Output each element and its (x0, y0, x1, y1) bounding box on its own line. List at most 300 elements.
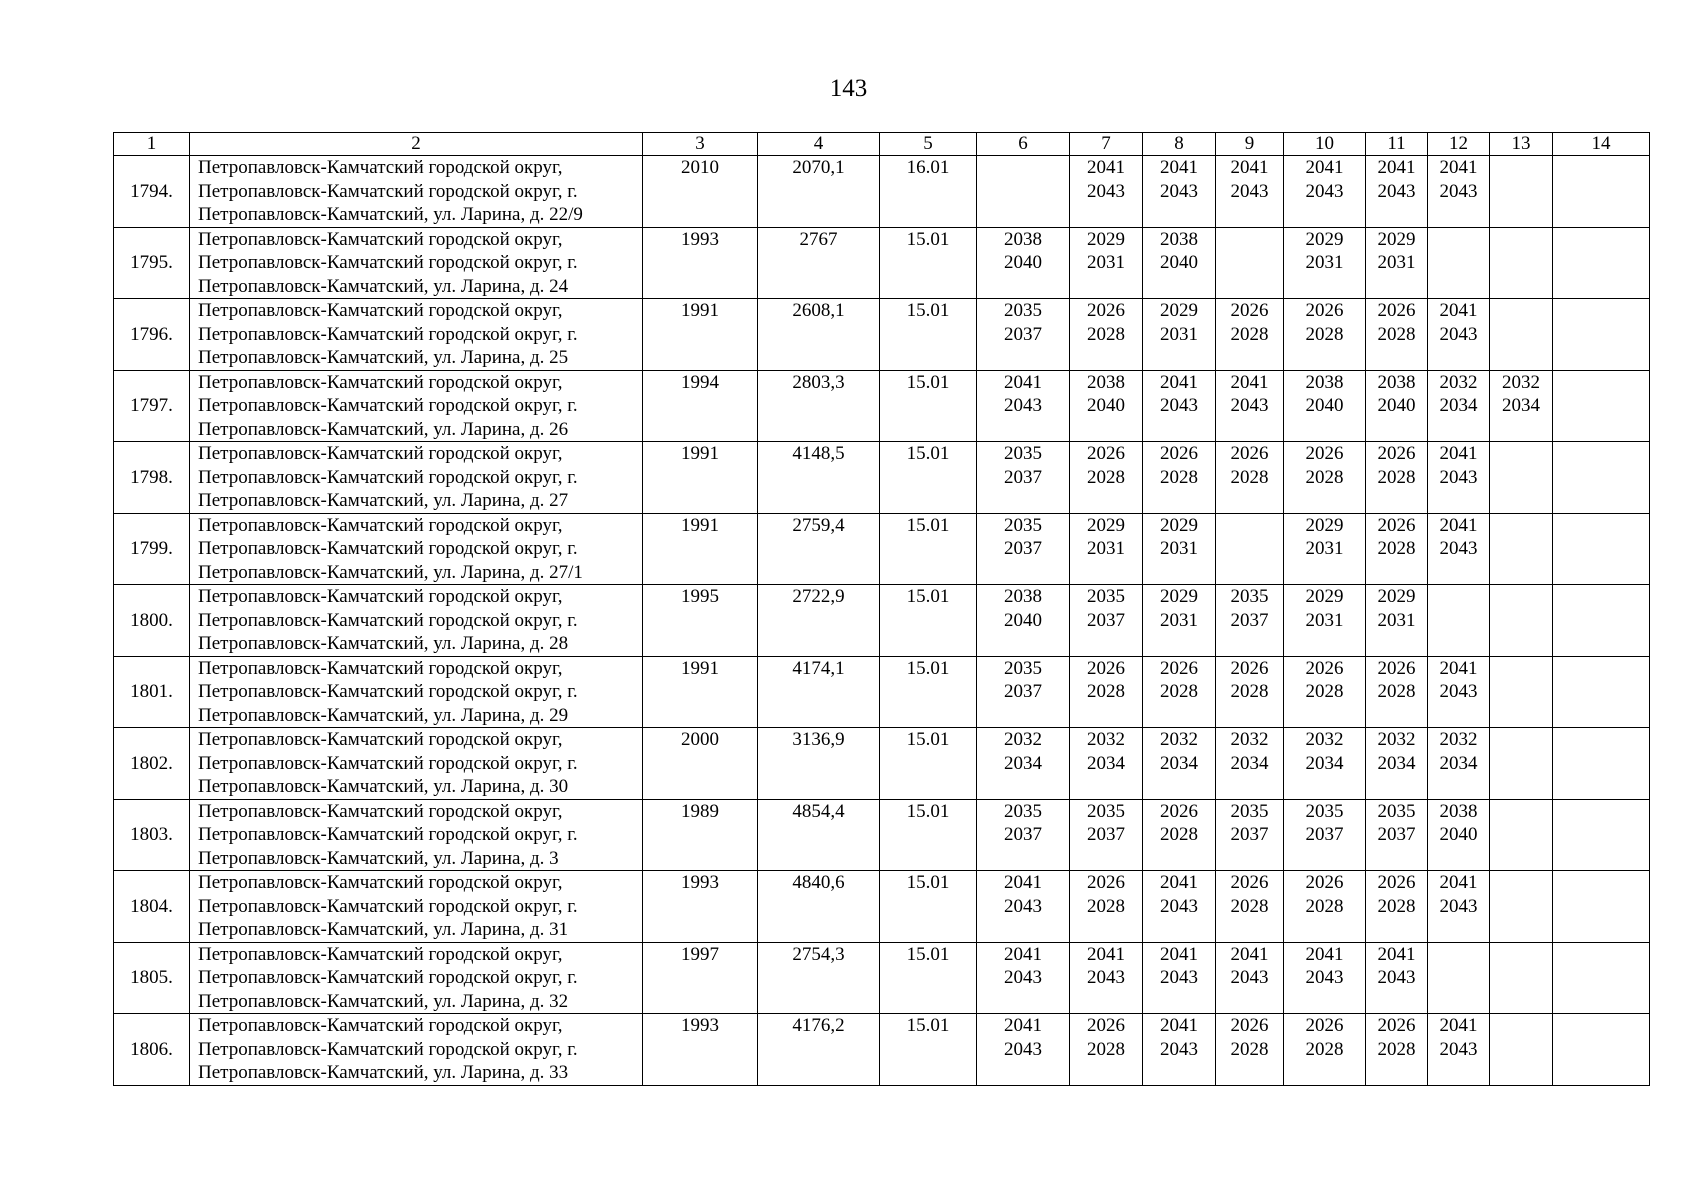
year-cell: 2000 (643, 728, 758, 800)
period-cell-c6 (977, 370, 1070, 442)
period-year: 2026 (1087, 872, 1125, 893)
period-year: 2026 (1087, 657, 1125, 679)
period-year: 2028 (1377, 1038, 1416, 1060)
period-year: 2037 (1004, 323, 1042, 345)
address-line: Петропавловск-Камчатский городской округ, (198, 729, 563, 750)
period-year: 2041 (1160, 157, 1198, 178)
period-cell-c11 (1366, 656, 1428, 728)
period-year: 2040 (1439, 824, 1478, 845)
table-row (114, 370, 1650, 442)
year-cell: 1995 (643, 585, 758, 657)
period-cell-c10 (1284, 799, 1366, 871)
period-year: 2035 (1004, 300, 1042, 321)
period-year: 2035 (1230, 586, 1269, 607)
period-year: 2028 (1377, 538, 1416, 559)
period-cell-c8 (1143, 370, 1216, 442)
table-row (114, 728, 1650, 800)
address-cell (190, 299, 643, 371)
period-cell-c9 (1216, 299, 1284, 371)
period-year: 2035 (1087, 800, 1125, 822)
period-year: 2028 (1087, 323, 1125, 345)
area-cell: 2759,4 (758, 513, 880, 585)
table-row (114, 227, 1650, 299)
period-year: 2040 (1377, 395, 1416, 416)
period-year: 2029 (1305, 228, 1344, 250)
address-cell (190, 513, 643, 585)
period-year: 2026 (1377, 300, 1416, 321)
period-year: 2043 (1439, 180, 1478, 202)
period-year: 2035 (1377, 800, 1416, 822)
period-year: 2032 (1439, 729, 1478, 750)
code-cell: 15.01 (880, 871, 977, 943)
period-cell-c10 (1284, 656, 1366, 728)
code-cell: 15.01 (880, 370, 977, 442)
year-cell: 2010 (643, 156, 758, 228)
period-year: 2029 (1305, 586, 1344, 607)
address-line: Петропавловск-Камчатский, ул. Ларина, д. 26 (198, 418, 569, 440)
period-cell-c14 (1553, 370, 1650, 442)
period-cell-c11 (1366, 227, 1428, 299)
period-year: 2034 (1230, 752, 1269, 774)
period-year: 2031 (1160, 538, 1198, 559)
period-cell-c12 (1428, 799, 1490, 871)
period-cell-c8 (1143, 513, 1216, 585)
row-number: 1798. (114, 442, 190, 514)
period-year: 2043 (1160, 180, 1198, 202)
column-header: 7 (1070, 133, 1143, 156)
period-year: 2031 (1160, 323, 1198, 345)
period-cell-c7 (1070, 513, 1143, 585)
period-year: 2028 (1087, 466, 1125, 488)
column-header: 1 (114, 133, 190, 156)
period-year: 2037 (1004, 824, 1042, 845)
period-year: 2040 (1305, 395, 1344, 416)
column-header: 3 (643, 133, 758, 156)
period-year: 2041 (1439, 657, 1478, 679)
period-year: 2043 (1439, 538, 1478, 559)
address-line: Петропавловск-Камчатский городской округ, (198, 657, 563, 679)
column-header: 6 (977, 133, 1070, 156)
period-year: 2029 (1087, 228, 1125, 250)
period-year: 2041 (1305, 157, 1344, 178)
period-year: 2037 (1230, 824, 1269, 845)
period-cell-c14 (1553, 156, 1650, 228)
address-line: Петропавловск-Камчатский, ул. Ларина, д. 3 (198, 847, 559, 869)
period-year: 2041 (1004, 943, 1042, 965)
period-cell-c7 (1070, 799, 1143, 871)
period-year: 2041 (1439, 1015, 1478, 1036)
year-cell: 1991 (643, 442, 758, 514)
period-year: 2026 (1305, 872, 1344, 893)
period-year: 2038 (1305, 371, 1344, 393)
address-line: Петропавловск-Камчатский городской округ, (198, 228, 563, 250)
row-number: 1806. (114, 1014, 190, 1086)
period-year: 2026 (1230, 657, 1269, 679)
period-cell-c13 (1490, 227, 1553, 299)
period-cell-c14 (1553, 871, 1650, 943)
row-number: 1795. (114, 227, 190, 299)
period-cell-c11 (1366, 871, 1428, 943)
period-year: 2038 (1087, 371, 1125, 393)
period-cell-c12 (1428, 1014, 1490, 1086)
column-header: 11 (1366, 133, 1428, 156)
period-year: 2038 (1439, 800, 1478, 822)
period-year: 2043 (1439, 681, 1478, 702)
code-cell: 15.01 (880, 299, 977, 371)
address-line: Петропавловск-Камчатский городской округ, (198, 443, 563, 464)
code-cell: 15.01 (880, 799, 977, 871)
address-line: Петропавловск-Камчатский, ул. Ларина, д. 29 (198, 704, 569, 726)
period-cell-c6 (977, 871, 1070, 943)
period-year: 2026 (1305, 443, 1344, 464)
period-cell-c9 (1216, 370, 1284, 442)
period-cell-c6 (977, 156, 1070, 228)
page-number: 143 (829, 75, 868, 102)
period-cell-c8 (1143, 156, 1216, 228)
table-row (114, 1014, 1650, 1086)
address-cell (190, 656, 643, 728)
period-year: 2043 (1230, 395, 1269, 416)
address-cell (190, 585, 643, 657)
area-cell: 2070,1 (758, 156, 880, 228)
address-line: Петропавловск-Камчатский городской округ, (198, 872, 563, 893)
address-line: Петропавловск-Камчатский городской округ, г. (198, 967, 578, 988)
column-header: 5 (880, 133, 977, 156)
registry-table (113, 132, 1650, 1086)
period-year: 2041 (1230, 943, 1269, 965)
period-year: 2043 (1087, 967, 1125, 988)
area-cell: 4148,5 (758, 442, 880, 514)
period-year: 2029 (1377, 586, 1416, 607)
column-header: 2 (190, 133, 643, 156)
address-cell (190, 370, 643, 442)
period-year: 2034 (1087, 752, 1125, 774)
period-cell-c7 (1070, 442, 1143, 514)
period-cell-c6 (977, 656, 1070, 728)
address-cell (190, 227, 643, 299)
period-year: 2041 (1004, 1015, 1042, 1036)
row-number: 1803. (114, 799, 190, 871)
address-line: Петропавловск-Камчатский городской округ, г. (198, 323, 578, 345)
address-line: Петропавловск-Камчатский городской округ, (198, 514, 563, 536)
period-cell-c9 (1216, 227, 1284, 299)
period-year: 2026 (1377, 443, 1416, 464)
year-cell: 1993 (643, 1014, 758, 1086)
period-cell-c7 (1070, 299, 1143, 371)
period-year: 2043 (1004, 895, 1042, 917)
column-header: 14 (1553, 133, 1650, 156)
address-line: Петропавловск-Камчатский городской округ, (198, 371, 563, 393)
period-cell-c13 (1490, 585, 1553, 657)
period-year: 2032 (1230, 729, 1269, 750)
period-cell-c13 (1490, 1014, 1553, 1086)
column-header: 13 (1490, 133, 1553, 156)
period-year: 2040 (1087, 395, 1125, 416)
period-year: 2032 (1502, 371, 1540, 393)
table-body (114, 156, 1650, 1086)
address-line: Петропавловск-Камчатский городской округ, (198, 157, 563, 178)
period-year: 2041 (1004, 872, 1042, 893)
period-year: 2026 (1160, 800, 1198, 822)
period-year: 2041 (1439, 443, 1478, 464)
period-cell-c6 (977, 585, 1070, 657)
period-year: 2032 (1087, 729, 1125, 750)
period-year: 2041 (1377, 943, 1416, 965)
address-line: Петропавловск-Камчатский городской округ, г. (198, 752, 578, 774)
period-year: 2026 (1230, 300, 1269, 321)
period-cell-c9 (1216, 513, 1284, 585)
period-year: 2041 (1377, 157, 1416, 178)
period-cell-c13 (1490, 942, 1553, 1014)
period-cell-c6 (977, 799, 1070, 871)
row-number: 1802. (114, 728, 190, 800)
period-year: 2028 (1305, 681, 1344, 702)
period-year: 2028 (1087, 1038, 1125, 1060)
area-cell: 3136,9 (758, 728, 880, 800)
address-line: Петропавловск-Камчатский, ул. Ларина, д. 28 (198, 633, 569, 654)
period-year: 2038 (1160, 228, 1198, 250)
period-year: 2037 (1004, 466, 1042, 488)
period-year: 2028 (1160, 824, 1198, 845)
period-cell-c7 (1070, 1014, 1143, 1086)
period-year: 2026 (1377, 1015, 1416, 1036)
address-line: Петропавловск-Камчатский городской округ, (198, 586, 563, 607)
period-cell-c12 (1428, 299, 1490, 371)
area-cell: 4854,4 (758, 799, 880, 871)
period-cell-c12 (1428, 942, 1490, 1014)
row-number: 1794. (114, 156, 190, 228)
period-cell-c9 (1216, 156, 1284, 228)
column-header: 4 (758, 133, 880, 156)
table-row (114, 585, 1650, 657)
period-cell-c8 (1143, 871, 1216, 943)
period-year: 2043 (1004, 967, 1042, 988)
period-year: 2043 (1439, 466, 1478, 488)
period-year: 2043 (1230, 967, 1269, 988)
period-year: 2028 (1230, 323, 1269, 345)
period-cell-c7 (1070, 370, 1143, 442)
period-year: 2028 (1305, 323, 1344, 345)
period-year: 2026 (1160, 443, 1198, 464)
column-header: 10 (1284, 133, 1366, 156)
period-cell-c9 (1216, 1014, 1284, 1086)
period-year: 2043 (1004, 395, 1042, 416)
period-year: 2035 (1087, 586, 1125, 607)
period-cell-c10 (1284, 227, 1366, 299)
period-year: 2037 (1230, 609, 1269, 631)
period-cell-c12 (1428, 442, 1490, 514)
period-cell-c12 (1428, 871, 1490, 943)
period-cell-c13 (1490, 656, 1553, 728)
period-cell-c14 (1553, 227, 1650, 299)
period-cell-c11 (1366, 513, 1428, 585)
period-cell-c6 (977, 299, 1070, 371)
address-cell (190, 871, 643, 943)
period-year: 2037 (1377, 824, 1416, 845)
period-year: 2041 (1087, 157, 1125, 178)
period-cell-c12 (1428, 156, 1490, 228)
period-year: 2029 (1160, 300, 1198, 321)
period-cell-c13 (1490, 728, 1553, 800)
address-line: Петропавловск-Камчатский городской округ, г. (198, 180, 578, 202)
period-year: 2035 (1004, 443, 1042, 464)
period-year: 2043 (1160, 967, 1198, 988)
period-year: 2031 (1160, 609, 1198, 631)
period-year: 2037 (1305, 824, 1344, 845)
period-year: 2028 (1377, 466, 1416, 488)
period-year: 2034 (1439, 395, 1478, 416)
row-number: 1800. (114, 585, 190, 657)
period-cell-c7 (1070, 942, 1143, 1014)
period-cell-c11 (1366, 1014, 1428, 1086)
period-year: 2029 (1160, 586, 1198, 607)
code-cell: 15.01 (880, 585, 977, 657)
table-row (114, 656, 1650, 728)
column-header: 12 (1428, 133, 1490, 156)
period-cell-c12 (1428, 513, 1490, 585)
period-year: 2028 (1160, 681, 1198, 702)
period-year: 2041 (1160, 1015, 1198, 1036)
period-cell-c14 (1553, 585, 1650, 657)
period-cell-c13 (1490, 442, 1553, 514)
row-number: 1796. (114, 299, 190, 371)
period-cell-c11 (1366, 728, 1428, 800)
period-year: 2035 (1305, 800, 1344, 822)
year-cell: 1991 (643, 656, 758, 728)
year-cell: 1991 (643, 299, 758, 371)
year-cell: 1994 (643, 370, 758, 442)
period-year: 2031 (1377, 252, 1416, 273)
year-cell: 1997 (643, 942, 758, 1014)
period-cell-c10 (1284, 871, 1366, 943)
period-cell-c11 (1366, 799, 1428, 871)
area-cell: 4840,6 (758, 871, 880, 943)
period-year: 2037 (1004, 538, 1042, 559)
period-year: 2026 (1087, 300, 1125, 321)
code-cell: 15.01 (880, 1014, 977, 1086)
area-cell: 2803,3 (758, 370, 880, 442)
period-year: 2031 (1305, 538, 1344, 559)
period-cell-c13 (1490, 370, 1553, 442)
address-line: Петропавловск-Камчатский городской округ, г. (198, 252, 578, 273)
period-year: 2026 (1377, 514, 1416, 536)
period-year: 2028 (1087, 895, 1125, 917)
period-year: 2040 (1160, 252, 1198, 273)
period-year: 2034 (1439, 752, 1478, 774)
address-line: Петропавловск-Камчатский городской округ, (198, 1015, 563, 1036)
address-line: Петропавловск-Камчатский городской округ, г. (198, 609, 578, 631)
period-year: 2035 (1004, 800, 1042, 822)
period-cell-c10 (1284, 370, 1366, 442)
period-cell-c8 (1143, 299, 1216, 371)
period-year: 2043 (1439, 1038, 1478, 1060)
period-year: 2043 (1160, 395, 1198, 416)
period-cell-c6 (977, 1014, 1070, 1086)
table-row (114, 156, 1650, 228)
period-year: 2028 (1377, 323, 1416, 345)
address-line: Петропавловск-Камчатский городской округ, г. (198, 538, 578, 559)
year-cell: 1993 (643, 871, 758, 943)
period-year: 2037 (1004, 681, 1042, 702)
address-line: Петропавловск-Камчатский городской округ, г. (198, 1038, 578, 1060)
period-cell-c9 (1216, 871, 1284, 943)
address-line: Петропавловск-Камчатский, ул. Ларина, д. 27 (198, 490, 569, 511)
address-line: Петропавловск-Камчатский, ул. Ларина, д. 32 (198, 990, 569, 1012)
row-number: 1797. (114, 370, 190, 442)
period-year: 2035 (1230, 800, 1269, 822)
period-year: 2043 (1004, 1038, 1042, 1060)
period-cell-c14 (1553, 728, 1650, 800)
period-year: 2043 (1439, 323, 1478, 345)
period-cell-c7 (1070, 227, 1143, 299)
period-cell-c11 (1366, 370, 1428, 442)
address-line: Петропавловск-Камчатский, ул. Ларина, д. 25 (198, 347, 569, 368)
address-cell (190, 942, 643, 1014)
address-line: Петропавловск-Камчатский городской округ, (198, 943, 563, 965)
period-cell-c10 (1284, 156, 1366, 228)
code-cell: 15.01 (880, 942, 977, 1014)
period-year: 2028 (1230, 681, 1269, 702)
period-year: 2026 (1230, 443, 1269, 464)
period-cell-c7 (1070, 728, 1143, 800)
period-year: 2032 (1004, 729, 1042, 750)
period-year: 2040 (1004, 609, 1042, 631)
period-cell-c13 (1490, 799, 1553, 871)
period-year: 2034 (1004, 752, 1042, 774)
period-cell-c14 (1553, 799, 1650, 871)
period-year: 2031 (1087, 538, 1125, 559)
period-cell-c12 (1428, 585, 1490, 657)
period-cell-c10 (1284, 585, 1366, 657)
period-cell-c7 (1070, 656, 1143, 728)
table-row (114, 871, 1650, 943)
address-line: Петропавловск-Камчатский, ул. Ларина, д. 24 (198, 275, 569, 297)
period-year: 2043 (1377, 180, 1416, 202)
period-year: 2028 (1087, 681, 1125, 702)
period-year: 2043 (1305, 967, 1344, 988)
period-year: 2035 (1004, 514, 1042, 536)
address-line: Петропавловск-Камчатский городской округ, г. (198, 895, 578, 917)
period-year: 2026 (1230, 872, 1269, 893)
period-cell-c13 (1490, 871, 1553, 943)
period-year: 2026 (1230, 1015, 1269, 1036)
period-cell-c7 (1070, 585, 1143, 657)
period-year: 2032 (1305, 729, 1344, 750)
column-header: 8 (1143, 133, 1216, 156)
period-year: 2031 (1305, 609, 1344, 631)
period-cell-c9 (1216, 656, 1284, 728)
period-year: 2041 (1439, 514, 1478, 536)
period-year: 2041 (1087, 943, 1125, 965)
code-cell: 15.01 (880, 728, 977, 800)
period-year: 2026 (1305, 1015, 1344, 1036)
period-year: 2037 (1087, 824, 1125, 845)
period-cell-c12 (1428, 227, 1490, 299)
area-cell: 4176,2 (758, 1014, 880, 1086)
address-cell (190, 1014, 643, 1086)
period-cell-c10 (1284, 513, 1366, 585)
period-year: 2028 (1305, 1038, 1344, 1060)
period-cell-c10 (1284, 942, 1366, 1014)
period-year: 2041 (1160, 371, 1198, 393)
period-cell-c10 (1284, 299, 1366, 371)
period-cell-c6 (977, 227, 1070, 299)
period-year: 2041 (1160, 872, 1198, 893)
period-year: 2043 (1160, 1038, 1198, 1060)
table-row (114, 299, 1650, 371)
period-year: 2038 (1004, 228, 1042, 250)
address-cell (190, 442, 643, 514)
